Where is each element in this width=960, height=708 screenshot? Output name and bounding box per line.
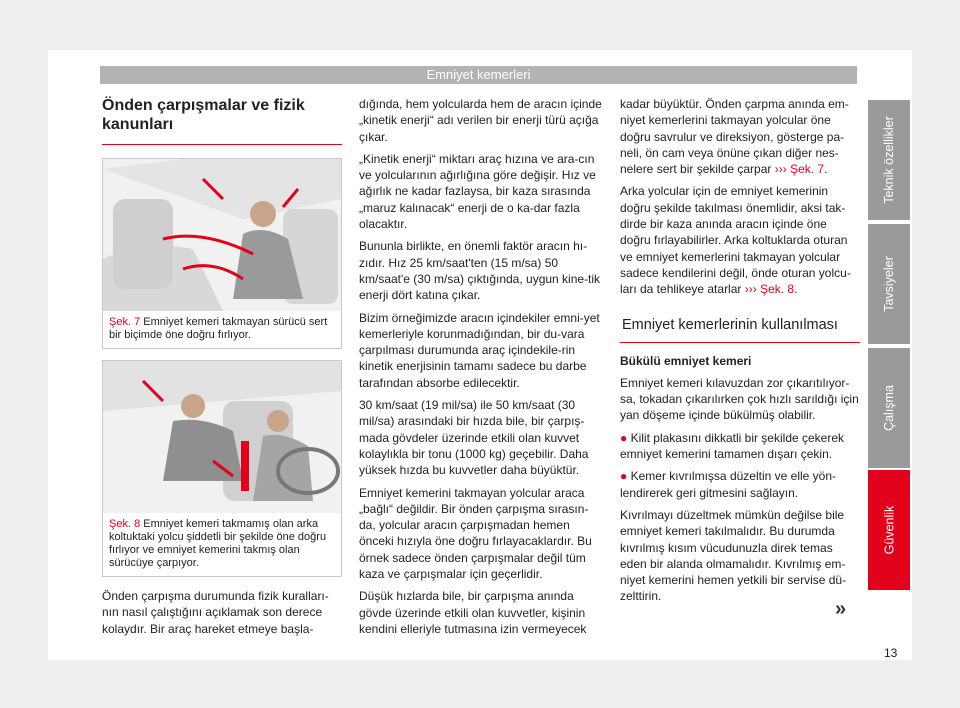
tab-teknik-ozellikler[interactable]: Teknik özellikler (868, 100, 910, 220)
body-paragraph: Önden çarpışma durumunda fizik kuralları-nın nasıl çalıştığını açıklamak son derece kolaydır. Bir araç hareket etmeye başla- (102, 589, 329, 636)
tab-guvenlik[interactable]: Güvenlik (868, 470, 910, 590)
figure-label: Şek. 7 (109, 316, 141, 328)
figure-caption (103, 311, 341, 348)
tab-calisma[interactable]: Çalışma (868, 348, 910, 468)
body-paragraph: Bununla birlikte, en önemli faktör aracın hı-zıdır. Hız 25 km/saat'ten (15 m/sa) 50 km/saat'e (30 m/sa) çıktığında, uygun kine-tik enerji dört katına çıkar. (359, 239, 601, 303)
figure-caption-text: Emniyet kemeri takmayan sürücü sert bir biçimde öne doğru fırlıyor. (109, 316, 328, 341)
figure-caption-text: Emniyet kemeri takmamış olan arka koltuktaki yolcu şiddetli bir şekilde öne doğru fırlıyor ve emniyet kemerini takmış olan sürücüye çarpıyor. (109, 518, 327, 569)
tab-tavsiyeler[interactable]: Tavsiyeler (868, 224, 910, 344)
body-paragraph: Kıvrılmayı düzeltmek mümkün değilse bile emniyet kemeri takılmalıdır. Bu durumda kıvrılmış kısım vücudunuzla direk temas eden bir alanda olmamalıdır. Kıvrılmış em-niyet kemerini hemen yetkili bir servise dü-zelttirin. (620, 507, 847, 604)
figure-label: Şek. 8 (109, 518, 141, 530)
body-paragraph: Düşük hızlarda bile, bir çarpışma anında gövde üzerinde etkili olan kuvvetler, kişinin kendini elleriyle tutmasına izin vermeyecek (359, 589, 587, 636)
bullet-icon: ● (620, 469, 631, 484)
section-heading: Emniyet kemerlerinin kullanılması (620, 304, 860, 343)
bullet-item: ● Kilit plakasını dikkatli bir şekilde çekerek emniyet kemerini tamamen dışarı çekin. (620, 430, 845, 462)
body-paragraph: Emniyet kemeri kılavuzdan zor çıkarıtılıyor-sa, tokadan çıkarılırken çok hızlı sarıldığı için yan döşeme içinde bükülmüş olabilir. (620, 375, 859, 423)
column-right (620, 96, 860, 611)
figure-8 (102, 360, 342, 577)
body-paragraph: kadar büyüktür. Önden çarpma anında em-niyet kemerlerini takmayan yolcular öne doğru savrulur ve direksiyon, gösterge pa-neli, ön cam veya önüne çıkan diğer nes-nelere sert bir şekilde çarpar ››› Şek. 7. (620, 97, 849, 177)
body-paragraph: „Kinetik enerji“ miktarı araç hızına ve ara-cın ve yolcularının ağırlığına göre değişir. Hız ve ağırlık ne kadar fazlaysa, bir kaza sırasında „maruz kalınacak“ enerji de o ka-dar fazla olacaktır. (359, 151, 596, 232)
continue-icon: » (835, 598, 847, 620)
body-paragraph: dığında, hem yolcularda hem de aracın içinde „kinetik enerji“ adı verilen bir enerji türü açığa çıkar. (359, 97, 602, 144)
bullet-item: ● Kemer kıvrılmışsa düzeltin ve elle yön-lendirerek geri gitmesini sağlayın. (620, 469, 836, 500)
figure-ref-link[interactable]: ››› Şek. 7 (774, 162, 825, 177)
sub-heading: Bükülü emniyet kemeri (620, 353, 752, 368)
column-middle (359, 96, 602, 643)
body-paragraph: Arka yolcular için de emniyet kemerinin doğru şekilde takılması önemlidir, aksi tak-dirde bir kaza anında aracın içinde öne doğru fırlayabilirler. Arka koltuklarda oturan ve emniyet kemerlerini takmayan yolcular sadece kendilerini değil, önde oturan yolcu-ları da tehlikeye atarlar ››› Şek. 8. (620, 184, 851, 297)
bullet-icon: ● (620, 430, 631, 445)
body-paragraph: Emniyet kemerini takmayan yolcular araca „bağlı“ değildir. Bir önden çarpışma sırasın-da, yolcular aracın çarpışmadan hemen önceki hızıyla öne doğru fırlayacaklardır. Bu örnek sadece önden çarpışmalar değil tüm kaza ve çarpışmalar için geçerlidir. (359, 485, 592, 582)
figure-7 (102, 158, 342, 349)
column-left (102, 96, 342, 643)
figure-ref-link[interactable]: ››› Şek. 8 (744, 282, 795, 297)
page-number: 13 (884, 646, 898, 660)
body-paragraph: 30 km/saat (19 mil/sa) ile 50 km/saat (30 mil/sa) arasındaki bir hızda bile, bir çarpış-mada gövdeler üzerinde etkili olan kuvvet kolaylıkla bir tonu (1000 kg) geçebilir. Daha yüksek hızda bu kuvvetler daha büyüktür. (359, 398, 589, 478)
figure-caption (103, 513, 341, 576)
chapter-header: Emniyet kemerleri (100, 66, 857, 84)
section-title: Önden çarpışmalar ve fizik kanunları (102, 96, 342, 145)
body-paragraph: Bizim örneğimizde aracın içindekiler emni-yet kemerleriyle korunmadığından, bir du-vara çarpılması durumunda araç içindekile-rin kinetik enerjisinin tamamı sadece bu darbe tarafından absorbe edilecektir. (359, 310, 600, 390)
illustration-driver-crash (103, 159, 341, 311)
illustration-rear-passenger-crash (103, 361, 341, 513)
